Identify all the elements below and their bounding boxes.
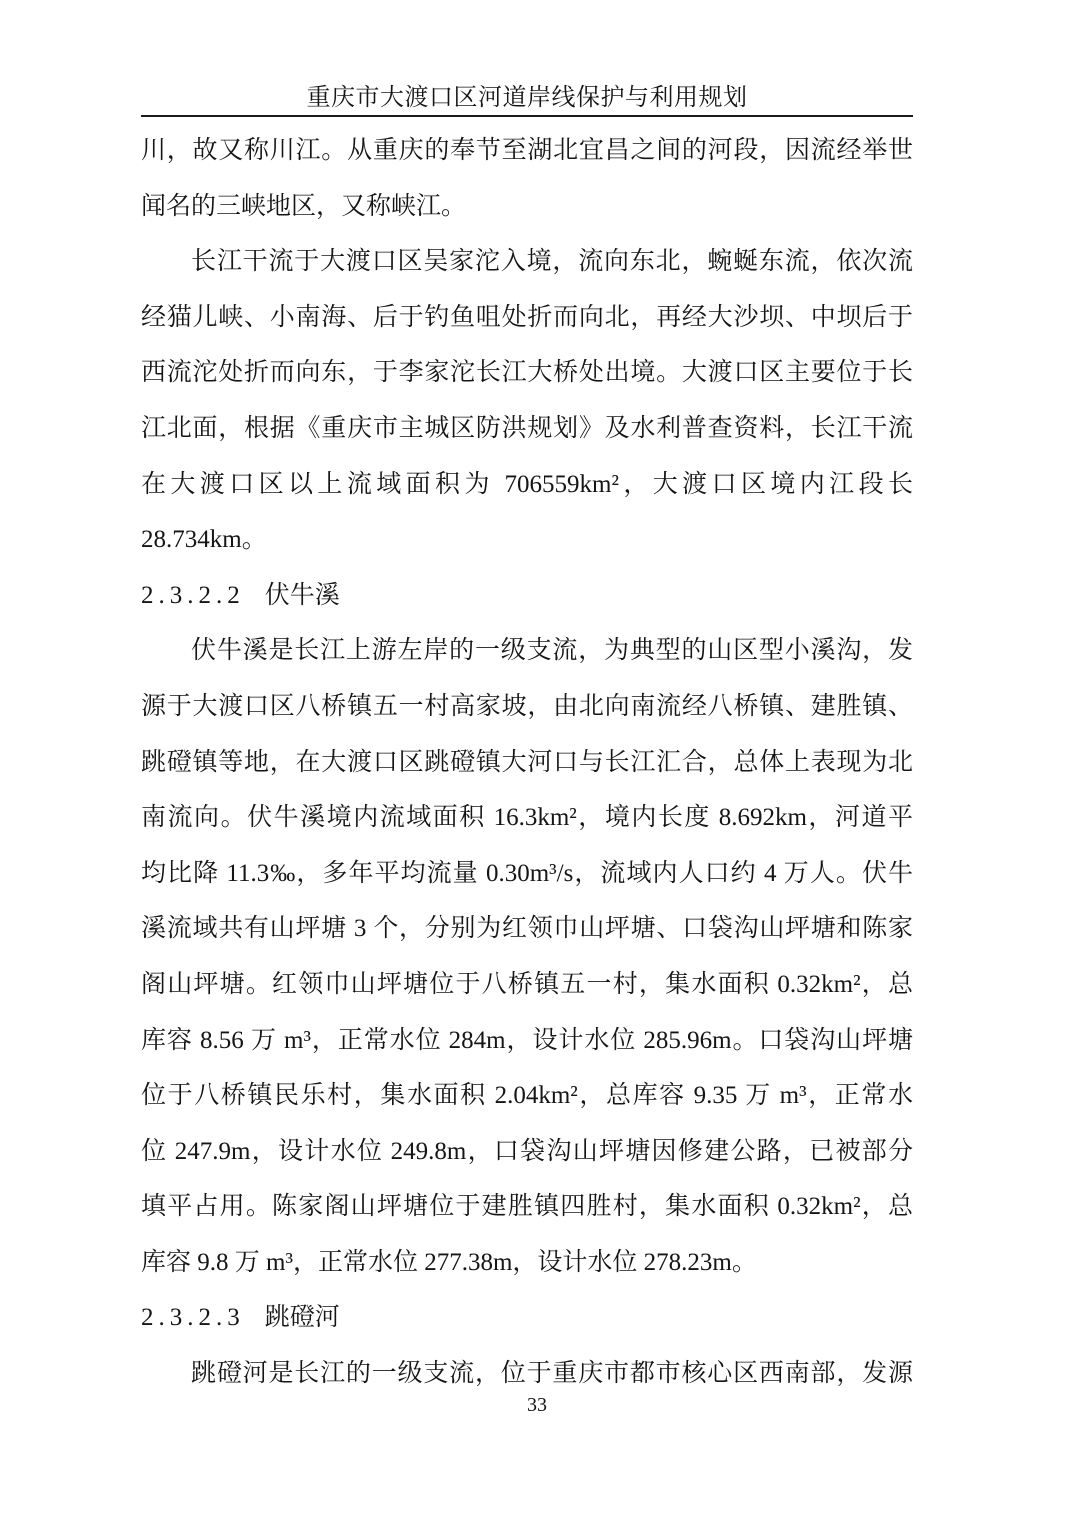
section-number: 2.3.2.2 — [141, 581, 245, 609]
body-line: 长江干流于大渡口区吴家沱入境，流向东北，蜿蜒东流，依次流 — [191, 248, 913, 276]
section-heading — [141, 568, 913, 624]
body-line: 库容 9.8 万 m³，正常水位 277.38m，设计水位 278.23m。 — [141, 1248, 757, 1276]
body-line: 在大渡口区以上流域面积为 706559km²，大渡口区境内江段长 — [141, 470, 913, 498]
body-line: 库容 8.56 万 m³，正常水位 284m，设计水位 285.96m。口袋沟山坪塘 — [141, 1026, 913, 1054]
body-line: 位于八桥镇民乐村，集水面积 2.04km²，总库容 9.35 万 m³，正常水 — [141, 1082, 913, 1110]
body-line: 阁山坪塘。红领巾山坪塘位于八桥镇五一村，集水面积 0.32km²，总 — [141, 970, 913, 998]
section-number: 2.3.2.3 — [141, 1304, 245, 1332]
body-line: 江北面，根据《重庆市主城区防洪规划》及水利普查资料，长江干流 — [141, 414, 913, 442]
body-line: 跳磴镇等地，在大渡口区跳磴镇大河口与长江汇合，总体上表现为北 — [141, 748, 913, 776]
section-heading — [141, 1290, 913, 1346]
body-line: 28.734km。 — [141, 526, 267, 554]
section-title: 伏牛溪 — [264, 581, 340, 609]
section-title: 跳磴河 — [264, 1304, 340, 1332]
body-line: 南流向。伏牛溪境内流域面积 16.3km²，境内长度 8.692km，河道平 — [141, 804, 913, 832]
page-header — [141, 0, 913, 117]
body-line: 跳磴河是长江的一级支流，位于重庆市都市核心区西南部，发源 — [191, 1360, 913, 1388]
body-line: 溪流域共有山坪塘 3 个，分别为红领巾山坪塘、口袋沟山坪塘和陈家 — [141, 915, 913, 943]
body-line: 位 247.9m，设计水位 249.8m，口袋沟山坪塘因修建公路，已被部分 — [141, 1137, 913, 1165]
body-line: 填平占用。陈家阁山坪塘位于建胜镇四胜村，集水面积 0.32km²，总 — [141, 1193, 913, 1221]
body-line: 川，故又称川江。从重庆的奉节至湖北宜昌之间的河段，因流经举世 — [141, 137, 913, 164]
body-line: 源于大渡口区八桥镇五一村高家坡，由北向南流经八桥镇、建胜镇、 — [141, 692, 913, 720]
body-line: 伏牛溪是长江上游左岸的一级支流，为典型的山区型小溪沟，发 — [191, 637, 913, 665]
body-line: 西流沱处折而向东，于李家沱长江大桥处出境。大渡口区主要位于长 — [141, 359, 913, 387]
page-body — [141, 123, 913, 1402]
body-line: 闻名的三峡地区，又称峡江。 — [141, 192, 467, 220]
page-number: 33 — [527, 1394, 547, 1416]
body-line: 经猫儿峡、小南海、后于钓鱼咀处折而向北，再经大沙坝、中坝后于 — [141, 303, 913, 331]
document-title: 重庆市大渡口区河道岸线保护与利用规划 — [306, 85, 748, 111]
body-line: 均比降 11.3‰，多年平均流量 0.30m³/s，流域内人口约 4 万人。伏牛 — [141, 859, 913, 887]
